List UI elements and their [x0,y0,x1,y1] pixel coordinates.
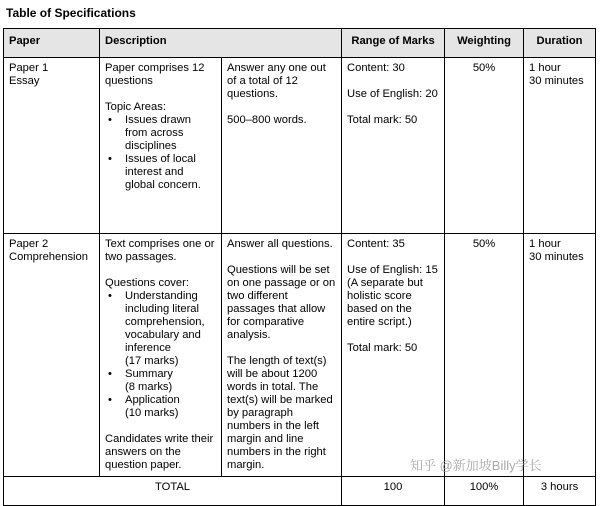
paper2-total: Total mark: 50 [347,342,418,354]
paper1-description [100,58,222,234]
paper2-description [100,234,222,477]
paper1-desc-intro: Paper comprises 12 questions [105,62,205,87]
watermark: 知乎 @新加坡Billy学长 [410,458,542,473]
paper2-range [342,234,445,477]
page-title: Table of Specifications [6,6,136,20]
list-item: • Application (10 marks) [125,394,216,420]
total-weighting: 100% [445,477,524,506]
paper1-answer [222,58,342,234]
paper2-holistic: (A separate but holistic score based on the entire script.) [347,277,423,328]
paper2-answer [222,234,342,477]
table-row-paper1 [4,58,596,234]
header-range: Range of Marks [342,29,445,58]
total-marks: 100 [342,477,445,506]
paper1-words: 500–800 words. [227,114,307,126]
paper1-topic-list [105,114,216,192]
paper1-duration-line1: 1 hour [529,62,561,74]
paper1-total: Total mark: 50 [347,114,418,126]
paper1-topic-heading: Topic Areas: [105,101,166,113]
table-row-paper2 [4,234,596,477]
header-duration: Duration [524,29,596,58]
header-row [4,29,596,58]
paper1-name-line1: Paper 1 [9,62,49,74]
paper1-content: Content: 30 [347,62,405,74]
paper2-desc-intro: Text comprises one or two passages. [105,238,215,263]
paper1-answer-text: Answer any one out of a total of 12 questions. [227,62,326,100]
paper1-english: Use of English: 20 [347,88,438,100]
list-item: • Issues of local interest and global concern. [125,153,216,192]
paper1-name-line2: Essay [9,75,40,87]
paper2-name-line1: Paper 2 [9,238,49,250]
list-item: • Understanding including literal comprehension, vocabulary and inference (17 marks) [125,290,216,368]
total-duration: 3 hours [524,477,596,506]
paper1-name [4,58,100,234]
paper2-duration [524,234,596,477]
paper2-duration-line2: 30 minutes [529,251,584,263]
paper1-range [342,58,445,234]
header-paper: Paper [4,29,100,58]
paper1-duration [524,58,596,234]
paper2-duration-line1: 1 hour [529,238,561,250]
header-description: Description [100,29,342,58]
paper2-cover-heading: Questions cover: [105,277,189,289]
paper2-name [4,234,100,477]
paper2-length: The length of text(s) will be about 1200 words in total. The text(s) will be marked by paragraph numbers in the left margin and line numbers in the right margin. [227,355,333,471]
total-label: TOTAL [4,477,342,506]
paper2-name-line2: Comprehension [9,251,88,263]
specification-table [3,28,596,506]
paper2-weighting: 50% [445,234,524,477]
paper2-set-on: Questions will be set on one passage or on two different passages that allow for comparative analysis. [227,264,336,341]
list-item: • Issues drawn from across disciplines [125,114,216,153]
header-weighting: Weighting [445,29,524,58]
paper2-candidates: Candidates write their answers on the question paper. [105,433,214,471]
paper2-content: Content: 35 [347,238,405,250]
paper2-english: Use of English: 15 [347,264,438,276]
paper1-duration-line2: 30 minutes [529,75,584,87]
table-row-total [4,477,596,506]
paper2-answer-all: Answer all questions. [227,238,333,250]
paper1-weighting: 50% [445,58,524,234]
list-item: • Summary (8 marks) [125,368,216,394]
paper2-cover-list [105,290,216,420]
